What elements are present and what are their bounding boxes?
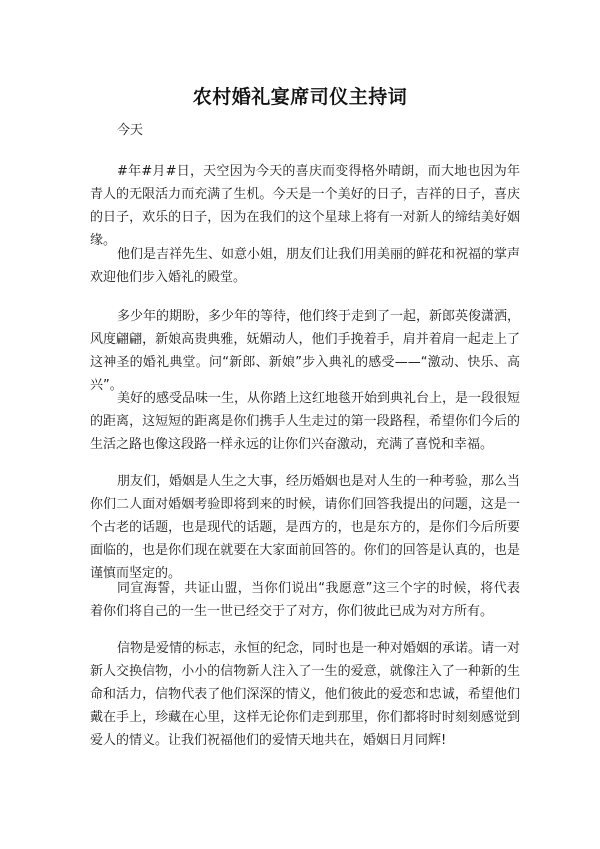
paragraph-welcome-couple: 他们是吉祥先生、如意小姐，朋友们让我们用美丽的鲜花和祝福的掌声欢迎他们步入婚礼的殿堂。 (90, 247, 521, 285)
page-title: 农村婚礼宴席司仪主持词 (192, 86, 408, 108)
paragraph-marriage-questions: 朋友们，婚姻是人生之大事，经历婚姻也是对人生的一种考验，那么当你们二人面对婚姻考验即将到来的时候，请你们回答我提出的问题，这是一个古老的话题，也是现代的话题，是西方的，也是东方的，是你们今后所要面临的，也是你们现在就要在大家面前回答的。你们的回答是认真的，也是谨慎而坚定的。 (90, 474, 521, 581)
paragraph-vows: 同宣海誓，共证山盟，当你们说出“我愿意”这三个字的时候，将代表着你们将自己的一生一世已经交于了对方，你们彼此已成为对方所有。 (90, 581, 520, 619)
paragraph-exchange-tokens: 信物是爱情的标志，永恒的纪念，同时也是一种对婚姻的承诺。请一对新人交换信物，小小的信物新人注入了一生的爱意，就像注入了一种新的生命和活力，信物代表了他们深深的情义，他们彼此的爱恋和忠诚，希望他们戴在手上，珍藏在心里，这样无论你们走到那里，你们都将时时刻刻感觉到爱人的情义。让我们祝福他们的爱情天地共在，婚姻日月同辉! (90, 641, 521, 748)
paragraph-date-intro: #年#月#日，天空因为今天的喜庆而变得格外晴朗，而大地也因为年青人的无限活力而充满了生机。今天是一个美好的日子，吉祥的日子，喜庆的日子，欢乐的日子，因为在我们的这个星球上将有一对新人的缔结美好姻缘。 (90, 164, 520, 248)
greeting-line: 今天 (117, 123, 144, 138)
paragraph-red-carpet: 美好的感受品味一生，从你踏上这红地毯开始到典礼台上，是一段很短的距离，这短短的距离是你们携手人生走过的第一段路程，希望你们今后的生活之路也像这段路一样永远的让你们兴奋激动，充满了喜悦和幸福。 (90, 391, 521, 452)
paragraph-enter-hall: 多少年的期盼，多少年的等待，他们终于走到了一起，新郎英俊潇洒，风度翩翩，新娘高贵典雅，妩媚动人，他们手挽着手，肩并着肩一起走上了这神圣的婚礼典堂。问“新郎、新娘”步入典礼的感受——“激动、快乐、高兴”。 (90, 309, 521, 393)
